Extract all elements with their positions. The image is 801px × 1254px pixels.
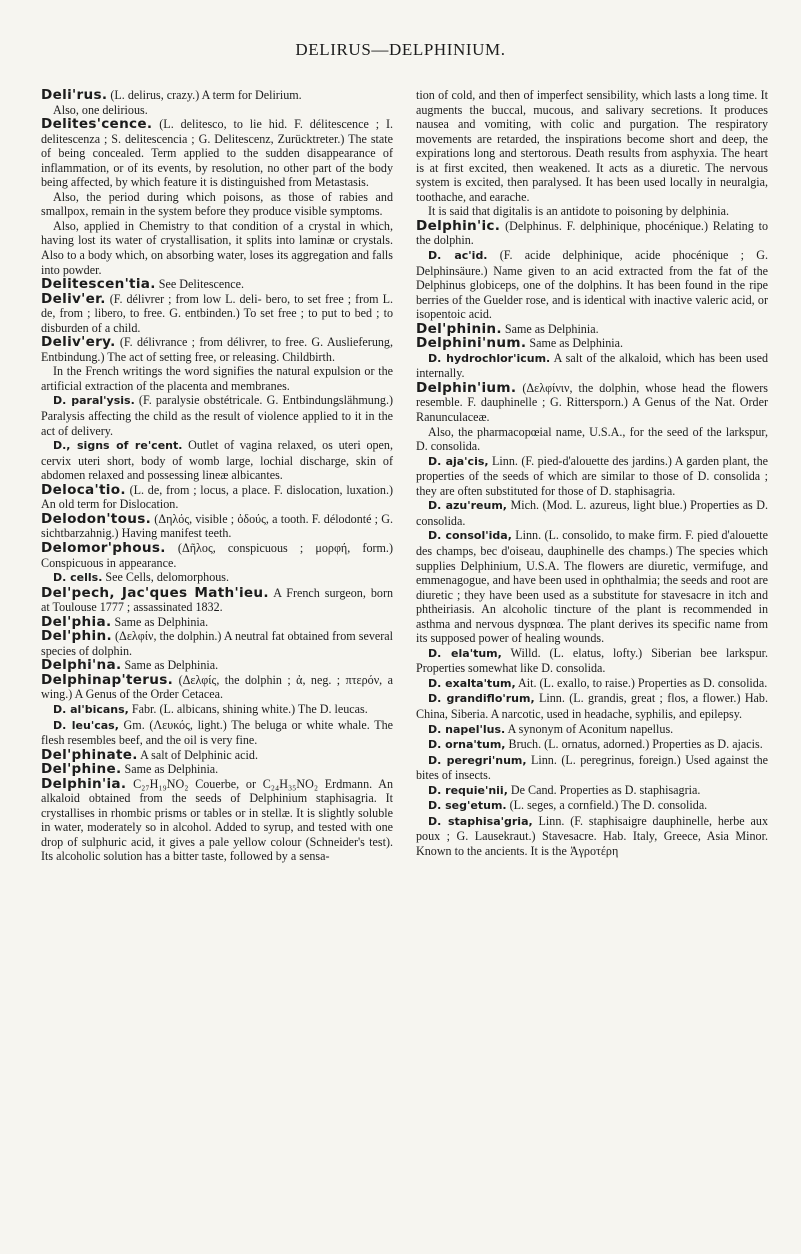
entry-definition: It is said that digitalis is an antidote to poisoning by delphinia. <box>428 204 729 219</box>
entry-headword: Deliv'ery. <box>41 334 116 351</box>
entry-definition: Outlet of vagina relaxed, os uteri open, cervix uteri short, body of womb large, lochial discharge, skin of abdomen relaxed and possessing lineæ albicantes. <box>41 438 393 483</box>
dictionary-entry <box>41 483 393 512</box>
dictionary-entry <box>41 570 393 586</box>
entry-subheadword: D. exalta'tum, <box>428 676 516 690</box>
entry-headword: Delitescen'tia. <box>41 276 156 293</box>
dictionary-entry <box>41 103 393 118</box>
dictionary-entry <box>41 438 393 483</box>
entry-headword: Delphi'na. <box>41 657 122 674</box>
dictionary-entry <box>41 658 393 673</box>
dictionary-entry <box>416 646 768 676</box>
entry-subheadword: D. al'bicans, <box>53 702 129 716</box>
entry-definition: (Δηλός, visible ; ὀδούς, a tooth. F. délodonté ; G. sichtbarzahnig.) Having manifest teeth. <box>41 511 393 541</box>
entry-definition: Also, the pharmacopœial name, U.S.A., for the seed of the larkspur, D. consolida. <box>416 424 768 454</box>
entry-headword: Deloca'tio. <box>41 481 126 498</box>
entry-definition: C₂₇H₁₉NO₂ Couerbe, or C₂₄H₃₅NO₂ Erdmann. An alkaloid obtained from the seeds of Delphinium staphisagria. It crystallises in rhombic prisms or tables or in stellæ. It is slightly soluble in water, moderately so in alcohol. Added to syrup, and tested with one drop of sulphuric acid, it gives a pale yellow colour (Schneider's test). Its alcoholic solution has a bitter taste, followed by a sensa- <box>41 776 393 864</box>
dictionary-entry <box>41 586 393 615</box>
dictionary-entry <box>416 248 768 322</box>
entry-headword: Delphinap'terus. <box>41 671 174 688</box>
entry-definition: (F. délivrance ; from délivrer, to free. G. Auslieferung, Entbindung.) The act of setting free, or releasing. Childbirth. <box>41 335 393 364</box>
dictionary-entry <box>41 190 393 219</box>
page-header: DELIRUS—DELPHINIUM. <box>295 40 506 59</box>
entry-subheadword: D. aja'cis, <box>428 454 489 468</box>
entry-subheadword: D. ac'id. <box>428 249 488 263</box>
entry-definition: Same as Delphinia. <box>114 614 209 629</box>
entry-subheadword: D. consol'ida, <box>428 529 512 543</box>
entry-definition: A salt of Delphinic acid. <box>140 747 258 762</box>
entry-subheadword: D. grandiflo'rum, <box>428 692 535 706</box>
entry-definition: A synonym of Aconitum napellus. <box>507 721 674 736</box>
dictionary-entry <box>416 425 768 454</box>
entry-definition: Linn. (L. peregrinus, foreign.) Used against the bites of insects. <box>416 752 768 783</box>
entry-headword: Deliv'er. <box>41 290 106 307</box>
entry-definition: (L. seges, a cornfield.) The D. consolida. <box>509 798 708 813</box>
entry-definition: Same as Delphinia. <box>504 321 599 336</box>
dictionary-entry <box>416 219 768 248</box>
entry-definition: Same as Delphinia. <box>529 336 624 351</box>
dictionary-entry <box>416 737 768 753</box>
entry-headword: Deli'rus. <box>41 87 108 103</box>
entry-subheadword: D. leu'cas, <box>53 718 119 732</box>
dictionary-entry <box>416 691 768 721</box>
entry-definition: Same as Delphinia. <box>124 762 219 777</box>
entry-headword: Del'phinate. <box>41 746 138 763</box>
entry-definition: Also, one delirious. <box>53 102 148 117</box>
entry-definition: Also, the period during which poisons, as those of rabies and smallpox, remain in the system before they produce visible symptoms. <box>41 189 393 219</box>
entry-definition: (F. paralysie obstétricale. G. Entbindungslähmung.) Paralysis affecting the child as the result of violence applied to it in the act of delivery. <box>41 393 393 438</box>
entry-headword: Del'phine. <box>41 761 122 778</box>
entry-definition: (F. délivrer ; from low L. deli- bero, to set free ; from L. de, from ; libero, to free. G. entbinden.) To set free ; to put to bed ; to disburden of a child. <box>41 291 393 335</box>
entry-definition: (Δελφίν, the dolphin.) A neutral fat obtained from several species of dolphin. <box>41 629 393 658</box>
dictionary-entry <box>41 364 393 393</box>
entry-subheadword: D. napel'lus. <box>428 722 506 736</box>
entry-headword: Del'phia. <box>41 613 112 630</box>
entry-headword: Del'phinin. <box>416 320 502 337</box>
entry-subheadword: D. hydrochlor'icum. <box>428 351 551 365</box>
dictionary-entry <box>41 541 393 570</box>
dictionary-entry <box>41 748 393 763</box>
dictionary-entry <box>416 88 768 204</box>
dictionary-entry <box>41 629 393 658</box>
dictionary-entry <box>41 393 393 438</box>
entry-definition: (Δελφίς, the dolphin ; ἀ, neg. ; πτερόν, a wing.) A Genus of the Order Cetacea. <box>41 672 393 702</box>
entry-headword: Delomor'phous. <box>41 539 166 556</box>
entry-definition: Linn. (L. grandis, great ; flos, a flower.) Hab. China, Siberia. A narcotic, used in headache, syphilis, and epilepsy. <box>416 691 768 721</box>
entry-definition: A French surgeon, born at Toulouse 1777 ; assassinated 1832. <box>41 585 394 615</box>
dictionary-entry <box>41 88 393 103</box>
entry-definition: A salt of the alkaloid, which has been used internally. <box>416 350 768 381</box>
dictionary-entry <box>41 673 393 702</box>
entry-definition: (L. delitesco, to lie hid. F. délitescence ; I. delitescenza ; S. delitescencia ; G. Delitescenz, Zurücktreter.) The state of being concealed. Term applied to the sudden disappearance of inflammation, or of its events, by resolution, no other part of the body being affected, by which feature it is distinguished from Metastasis. <box>41 117 393 190</box>
entry-definition: In the French writings the word signifies the natural expulsion or the artificial extraction of the placenta and membranes. <box>41 364 393 393</box>
entry-subheadword: D. peregri'num, <box>428 753 527 767</box>
dictionary-entry <box>416 783 768 799</box>
entry-headword: Delites'cence. <box>41 116 153 133</box>
entry-definition: Mich. (Mod. L. azureus, light blue.) Properties as D. consolida. <box>416 498 768 528</box>
entry-subheadword: D. paral'ysis. <box>53 394 135 408</box>
entry-subheadword: D. orna'tum, <box>428 738 506 752</box>
entry-headword: Delphin'ium. <box>416 379 517 396</box>
entry-subheadword: D. cells. <box>53 571 103 585</box>
entry-subheadword: D., signs of re'cent. <box>53 439 183 453</box>
dictionary-entry <box>41 777 393 864</box>
left-column <box>41 88 393 864</box>
dictionary-entry <box>416 814 768 859</box>
entry-subheadword: D. seg'etum. <box>428 799 507 813</box>
entry-subheadword: D. ela'tum, <box>428 646 502 660</box>
entry-definition: (L. delirus, crazy.) A term for Delirium. <box>110 88 302 102</box>
entry-definition: See Delitescence. <box>158 277 245 292</box>
entry-definition: Willd. (L. elatus, lofty.) Siberian bee larkspur. Properties somewhat like D. consolida. <box>416 645 768 676</box>
entry-definition: Linn. (F. staphisaigre dauphinelle, herbe aux poux ; G. Lausekraut.) Stavesacre. Hab. Italy, Greece, Asia Minor. Known to the ancients. It is the Ἀγροτέρη <box>416 813 768 858</box>
entry-headword: Delphin'ia. <box>41 775 127 792</box>
entry-subheadword: D. requie'nii, <box>428 783 508 797</box>
dictionary-entry <box>41 335 393 364</box>
entry-definition: See Cells, delomorphous. <box>105 570 230 585</box>
entry-definition: Bruch. (L. ornatus, adorned.) Properties as D. ajacis. <box>508 737 763 752</box>
entry-headword: Delodon'tous. <box>41 510 152 527</box>
dictionary-entry <box>41 219 393 277</box>
entry-definition: (Δελφίνιν, the dolphin, whose head the flowers resemble. F. dauphinelle ; G. Rittersporn.) A Genus of the Nat. Order Ranunculaceæ. <box>416 380 768 425</box>
dictionary-entry <box>416 798 768 814</box>
entry-definition: tion of cold, and then of imperfect sensibility, which lasts a long time. It augments the buccal, mucous, and salivary secretions. It produces nausea and vomiting, with colic and purgation. The respiratory movements are retarded, the inspirations become short and deep, the expirations long and stertorous. Death results from asphyxia. The heart is at first excited, then weakened. It acts as a diuretic. The nervous system is excited, then paralysed. It has been used locally in neuralgia, toothache, and earache. <box>416 88 768 204</box>
dictionary-entry <box>416 454 768 499</box>
entry-definition: Gm. (Λευκός, light.) The beluga or white whale. The flesh resembles beef, and the oil is very fine. <box>41 717 393 748</box>
dictionary-entry <box>41 292 393 336</box>
entry-definition: Linn. (L. consolido, to make firm. F. pied d'alouette des champs, bec d'oiseau, dauphinelle des champs.) The species which supplies Delphinium, U.S.A. The flowers are diuretic, vermifuge, and emmenagogue, and have been used in ophthalmia; the seeds and root are diuretic ; they have been used as a substitute for stavesacre in itch and phtheiriasis. An alcoholic tincture of the plant is recommended in asthma and nervous dyspnœa. The plant derives its specific name from its supposed power of healing wounds. <box>416 528 768 646</box>
entry-definition: Fabr. (L. albicans, shining white.) The D. leucas. <box>131 701 368 716</box>
dictionary-entry <box>416 381 768 425</box>
dictionary-entry <box>41 512 393 541</box>
entry-headword: Delphini'num. <box>416 335 527 352</box>
entry-headword: Delphin'ic. <box>416 217 501 234</box>
entry-subheadword: D. staphisa'gria, <box>428 814 533 828</box>
entry-headword: Del'pech, Jac'ques Math'ieu. <box>41 584 269 601</box>
dictionary-entry <box>41 762 393 777</box>
dictionary-entry <box>416 722 768 738</box>
entry-definition: Also, applied in Chemistry to that condition of a crystal in which, having lost its water of crystallisation, it splits into laminæ or crystals. Also to a body which, on absorbing water, loses its aggregation and falls into powder. <box>41 218 393 277</box>
dictionary-entry <box>416 498 768 528</box>
entry-definition: (L. de, from ; locus, a place. F. dislocation, luxation.) An old term for Dislocation. <box>41 482 394 512</box>
entry-definition: Same as Delphinia. <box>124 658 219 673</box>
entry-headword: Del'phin. <box>41 628 112 645</box>
dictionary-entry <box>41 718 393 748</box>
entry-definition: (Δῆλος, conspicuous ; μορφή, form.) Conspicuous in appearance. <box>41 540 393 570</box>
entry-definition: (Delphinus. F. delphinique, phocénique.) Relating to the dolphin. <box>416 218 768 248</box>
entry-definition: Ait. (L. exallo, to raise.) Properties as D. consolida. <box>518 675 768 690</box>
dictionary-entry <box>416 676 768 692</box>
right-column <box>416 88 768 858</box>
dictionary-entry <box>41 702 393 718</box>
entry-subheadword: D. azu'reum, <box>428 499 507 513</box>
entry-definition: Linn. (F. pied-d'alouette des jardins.) A garden plant, the properties of the seeds of which are similar to those of D. consolida ; they are often substituted for those of D. staphisagria. <box>416 453 768 498</box>
dictionary-entry <box>41 277 393 292</box>
dictionary-entry <box>416 753 768 783</box>
entry-definition: (F. acide delphinique, acide phocénique ; G. Delphinsäure.) Name given to an acid extracted from the fat of the Delphinus globiceps, one of the dolphins. It has been found in the ripe berries of the Guelder rose, and is identical with inactive valeric acid, or isopentoic acid. <box>416 248 769 322</box>
dictionary-entry <box>416 322 768 337</box>
dictionary-entry <box>41 117 393 190</box>
entry-definition: De Cand. Properties as D. staphisagria. <box>510 782 701 797</box>
dictionary-entry <box>416 351 768 381</box>
dictionary-entry <box>41 615 393 630</box>
dictionary-entry <box>416 528 768 645</box>
dictionary-entry <box>416 204 768 219</box>
dictionary-entry <box>416 336 768 351</box>
